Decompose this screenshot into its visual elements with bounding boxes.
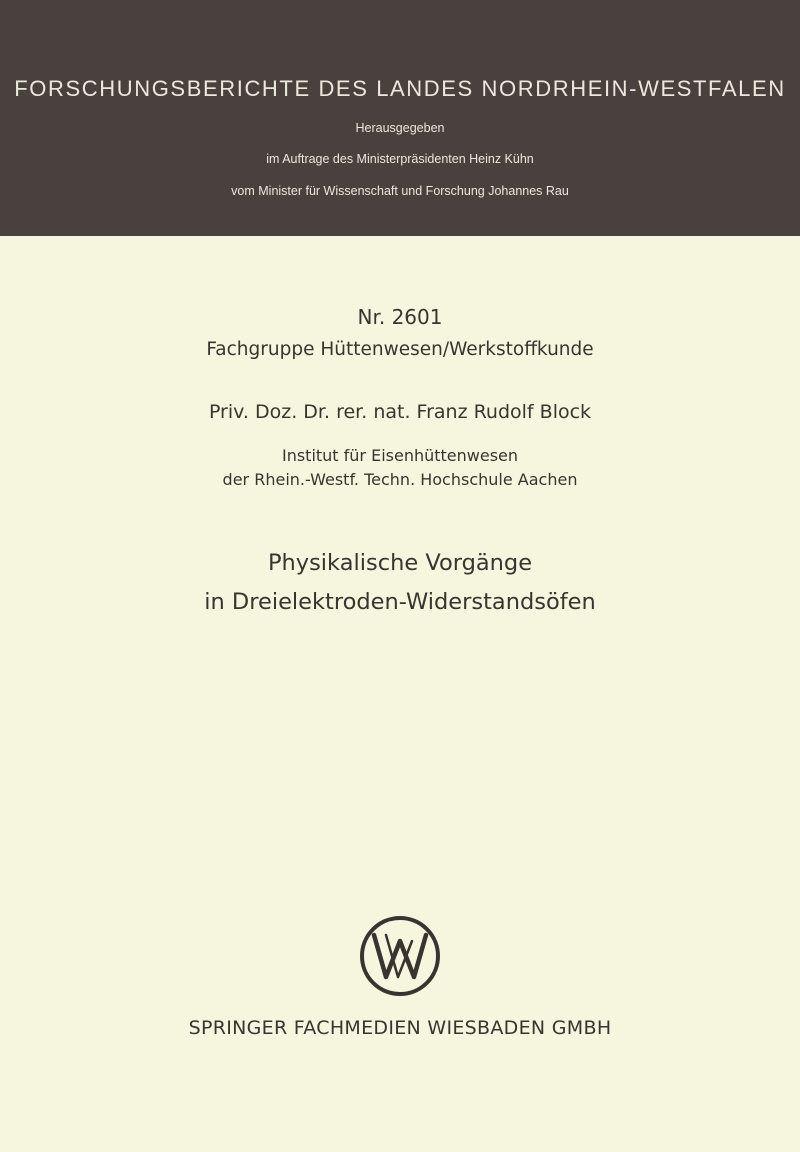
header-band <box>0 0 800 236</box>
commissioned-line: im Auftrage des Ministerpräsidenten Heinz Kühn <box>266 152 534 166</box>
subject-group: Fachgruppe Hüttenwesen/Werkstoffkunde <box>206 339 594 360</box>
springer-vw-logo-icon <box>359 915 441 997</box>
author-name: Priv. Doz. Dr. rer. nat. Franz Rudolf Block <box>208 401 592 423</box>
series-title: FORSCHUNGSBERICHTE DES LANDES NORDRHEIN-WESTFALEN <box>14 76 786 101</box>
institute-line-1: Institut für Eisenhüttenwesen <box>281 446 519 465</box>
minister-line: vom Minister für Wissenschaft und Forschung Johannes Rau <box>231 184 569 198</box>
editor-line: Herausgegeben <box>355 121 445 135</box>
title-line-1: Physikalische Vorgänge <box>267 550 533 576</box>
institute-line-2: der Rhein.-Westf. Techn. Hochschule Aachen <box>222 470 578 489</box>
publisher-name: SPRINGER FACHMEDIEN WIESBADEN GMBH <box>188 1017 612 1039</box>
title-line-2: in Dreielektroden-Widerstandsöfen <box>204 589 596 615</box>
report-number: Nr. 2601 <box>357 305 443 329</box>
